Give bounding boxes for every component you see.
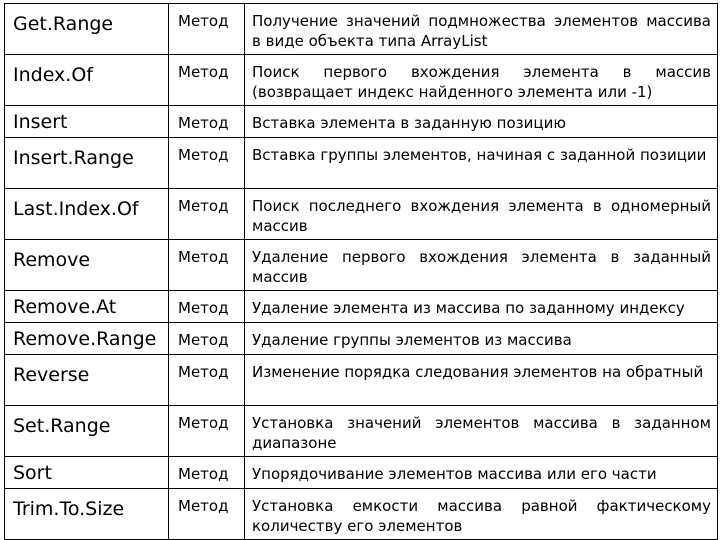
method-name: Reverse <box>5 355 169 406</box>
method-description: Установка значений элементов массива в заданном диапазоне <box>245 406 718 457</box>
method-name: Remove <box>5 240 169 291</box>
method-description: Изменение порядка следования элементов на обратный <box>245 355 718 406</box>
method-name: Get.Range <box>5 4 169 55</box>
method-name: Insert.Range <box>5 138 169 189</box>
method-name: Insert <box>5 106 169 138</box>
member-type: Метод <box>169 189 245 240</box>
member-type: Метод <box>169 138 245 189</box>
method-name: Remove.Range <box>5 323 169 355</box>
table-row <box>5 323 718 355</box>
table-row <box>5 355 718 406</box>
method-description: Вставка элемента в заданную позицию <box>245 106 718 138</box>
member-type: Метод <box>169 489 245 540</box>
member-type: Метод <box>169 291 245 323</box>
methods-table-container <box>4 3 717 536</box>
table-row <box>5 189 718 240</box>
member-type: Метод <box>169 323 245 355</box>
table-row <box>5 457 718 489</box>
method-description: Удаление первого вхождения элемента в заданный массив <box>245 240 718 291</box>
method-description: Вставка группы элементов, начиная с заданной позиции <box>245 138 718 189</box>
method-description: Установка емкости массива равной фактическому количеству его элементов <box>245 489 718 540</box>
member-type: Метод <box>169 240 245 291</box>
method-description: Удаление элемента из массива по заданному индексу <box>245 291 718 323</box>
method-description: Получение значений подмножества элементов массива в виде объекта типа ArrayList <box>245 4 718 55</box>
method-name: Last.Index.Of <box>5 189 169 240</box>
member-type: Метод <box>169 355 245 406</box>
method-name: Sort <box>5 457 169 489</box>
member-type: Метод <box>169 106 245 138</box>
table-row <box>5 4 718 55</box>
method-name: Remove.At <box>5 291 169 323</box>
table-row <box>5 489 718 540</box>
method-name: Set.Range <box>5 406 169 457</box>
table-row <box>5 291 718 323</box>
table-row <box>5 106 718 138</box>
table-row <box>5 240 718 291</box>
method-name: Index.Of <box>5 55 169 106</box>
table-row <box>5 406 718 457</box>
method-description: Упорядочивание элементов массива или его части <box>245 457 718 489</box>
table-row <box>5 55 718 106</box>
method-name: Trim.To.Size <box>5 489 169 540</box>
member-type: Метод <box>169 406 245 457</box>
method-description: Поиск последнего вхождения элемента в одномерный массив <box>245 189 718 240</box>
member-type: Метод <box>169 457 245 489</box>
method-description: Поиск первого вхождения элемента в массив (возвращает индекс найденного элемента или -1) <box>245 55 718 106</box>
method-description: Удаление группы элементов из массива <box>245 323 718 355</box>
member-type: Метод <box>169 55 245 106</box>
member-type: Метод <box>169 4 245 55</box>
table-row <box>5 138 718 189</box>
methods-table <box>4 3 718 540</box>
